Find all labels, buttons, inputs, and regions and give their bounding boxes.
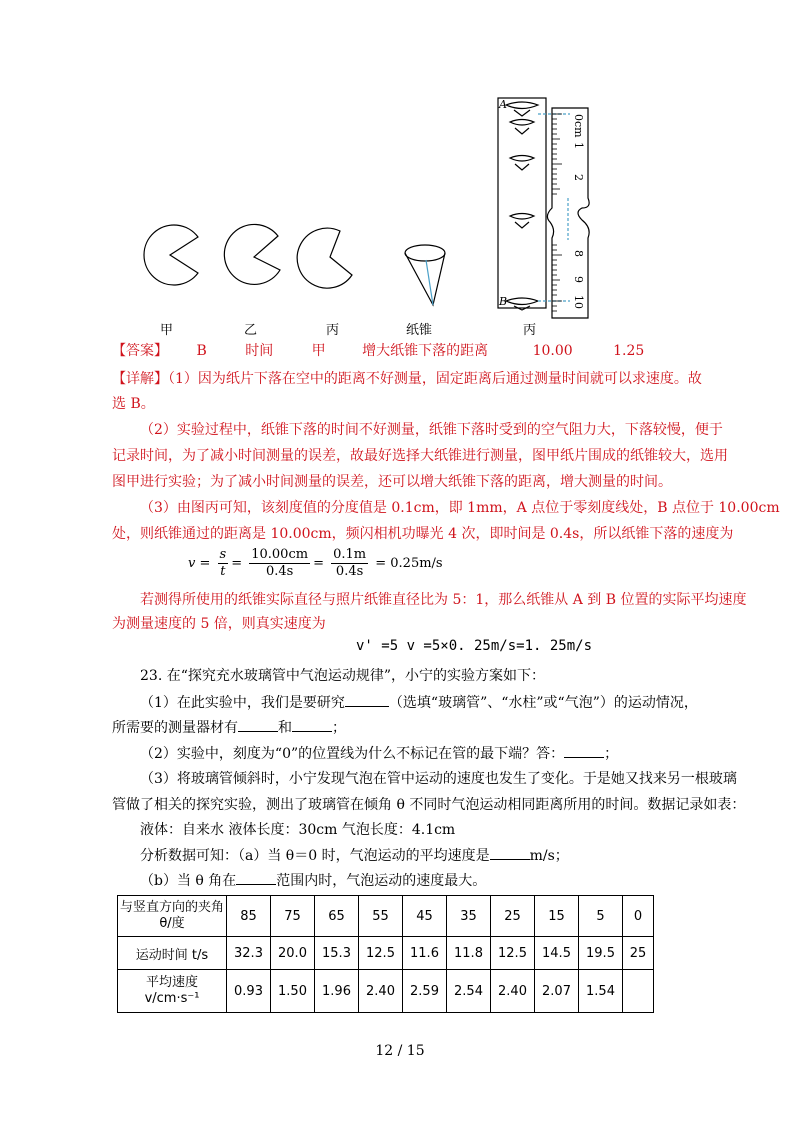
label-bing: 丙	[326, 323, 340, 338]
ruler-label-10: 10	[572, 295, 585, 309]
speed-formula: v = $\frac{s}{t}$ = $\frac{10.00cm}{0.4s}$ = $\frac{0.1m}{0.4s}$ = 0.25m/s	[188, 547, 443, 579]
cell-angle: 35	[447, 896, 491, 937]
answer-line	[112, 341, 644, 361]
label-paper-cone: 纸锥	[406, 323, 433, 338]
answer-item-2: 时间	[245, 343, 274, 359]
ruler-label-2: 2	[572, 174, 585, 181]
formula-s: s	[219, 547, 227, 562]
qa-text2: m/s；	[529, 848, 569, 864]
row-header-time: 运动时间 t/s	[118, 937, 227, 970]
q23-part2	[140, 743, 618, 764]
table-row-speed	[118, 970, 654, 1013]
cell-speed: 2.07	[535, 970, 579, 1013]
cell-speed: 1.96	[315, 970, 359, 1013]
blank-q1-tool1[interactable]	[238, 717, 278, 732]
q23-part3a: （3）将玻璃管倾斜时，小宁发现气泡在管中运动的速度也发生了变化。于是她又找来另一根玻璃	[140, 771, 737, 787]
detail-p3a: （3）由图丙可知，该刻度值的分度值是 0.1cm，即 1mm，A 点位于零刻度线处，B 点位于 10.00cm	[140, 500, 780, 516]
formula-v: v	[188, 556, 196, 571]
cone-top	[405, 245, 445, 261]
q1b-text3: ；	[332, 720, 346, 736]
ruler-label-8: 8	[572, 250, 585, 257]
qa-text1: 分析数据可知：（a）当 θ＝0 时，气泡运动的平均速度是	[140, 848, 490, 864]
cell-time: 15.3	[315, 937, 359, 970]
cell-angle: 15	[535, 896, 579, 937]
cell-speed	[623, 970, 654, 1013]
cell-angle: 5	[579, 896, 623, 937]
cell-speed: 1.50	[271, 970, 315, 1013]
blank-qb-range[interactable]	[236, 870, 276, 885]
label-bing-strip: 丙	[523, 323, 537, 338]
paper-yi-shape	[224, 224, 280, 284]
data-table	[117, 895, 654, 1013]
cell-speed: 1.54	[579, 970, 623, 1013]
ruler-ticks-top	[552, 114, 562, 194]
answer-item-6: 1.25	[613, 343, 645, 359]
q23-title: 23. 在“探究充水玻璃管中气泡运动规律”，小宁的实验方案如下：	[140, 668, 546, 684]
cell-angle: 85	[227, 896, 271, 937]
detail-p1b: 选 B。	[112, 396, 155, 412]
table-row-angle	[118, 896, 654, 937]
ruler-label-1: 1	[572, 142, 585, 149]
cell-time: 12.5	[491, 937, 535, 970]
q2-text2: ；	[604, 746, 619, 762]
cell-speed: 2.54	[447, 970, 491, 1013]
cell-angle: 65	[315, 896, 359, 937]
answer-item-3: 甲	[311, 343, 326, 359]
blank-q1-object[interactable]	[345, 692, 389, 707]
blank-q2-answer[interactable]	[564, 743, 604, 758]
cell-time: 20.0	[271, 937, 315, 970]
cell-angle: 55	[359, 896, 403, 937]
page-number: 12 / 15	[375, 1043, 425, 1059]
cell-speed: 2.40	[359, 970, 403, 1013]
cell-time: 12.5	[359, 937, 403, 970]
strip-cones	[506, 102, 538, 310]
cell-speed: 2.59	[403, 970, 447, 1013]
row-header-speed: 平均速度 v/cm·s⁻¹	[118, 970, 227, 1013]
q23-part3b: 管做了相关的探究实验，测出了玻璃管在倾角 θ 不同时气泡运动相同距离所用的时间。数据记录如表：	[112, 797, 746, 813]
photo-strip	[498, 98, 546, 308]
table-row-time	[118, 937, 654, 970]
formula-t: t	[220, 564, 226, 579]
blank-qa-speed[interactable]	[490, 845, 530, 860]
cell-time: 11.6	[403, 937, 447, 970]
q1a-text1: （1）在此实验中，我们是要研究	[140, 695, 345, 711]
q23-liquid-info: 液体：自来水 液体长度：30cm 气泡长度：4.1cm	[140, 822, 456, 838]
ruler-label-0: 0cm	[572, 114, 585, 138]
cell-angle: 45	[403, 896, 447, 937]
cell-time: 32.3	[227, 937, 271, 970]
q23-part1a	[140, 692, 698, 713]
cell-angle: 0	[623, 896, 654, 937]
cell-speed: 0.93	[227, 970, 271, 1013]
answer-tag: 【答案】	[112, 343, 168, 359]
ruler-ticks-bottom	[552, 245, 562, 311]
point-a-label: A	[499, 98, 507, 111]
ruler-label-9: 9	[572, 276, 585, 283]
detail-p2c: 图甲进行实验；为了减小时间测量的误差，还可以增大纸锥下落的距离，增大测量的时间。	[112, 474, 672, 490]
blank-q1-tool2[interactable]	[292, 717, 332, 732]
answer-item-5: 10.00	[532, 343, 573, 359]
qb-text1: （b）当 θ 角在	[140, 873, 237, 889]
q23-qa	[140, 845, 569, 866]
formula-n1: 10.00cm	[251, 547, 309, 562]
q2-text1: （2）实验中，刻度为“0”的位置线为什么不标记在管的最下端？答：	[140, 746, 565, 762]
cell-angle: 25	[491, 896, 535, 937]
cell-time: 11.8	[447, 937, 491, 970]
q1a-text2: （选填“玻璃管”、“水柱”或“气泡”）的运动情况，	[388, 695, 698, 711]
formula-d2: 0.4s	[335, 564, 364, 579]
formula-d1: 0.4s	[265, 564, 294, 579]
paper-jia-shape	[144, 225, 198, 285]
paper-bing-shape	[297, 228, 352, 288]
detail-tag: 【详解】	[112, 371, 168, 387]
q23-part1b	[112, 717, 346, 738]
q23-qb	[140, 870, 486, 891]
detail-p1a	[112, 369, 702, 389]
q1b-text2: 和	[278, 720, 292, 736]
detail-p1a-text: （1）因为纸片下落在空中的距离不好测量，固定距离后通过测量时间就可以求速度。故	[168, 371, 702, 387]
cell-angle: 75	[271, 896, 315, 937]
qb-text2: 范围内时，气泡运动的速度最大。	[276, 873, 487, 889]
detail-p4b: 为测量速度的 5 倍，则真实速度为	[112, 616, 326, 632]
formula-result: = 0.25m/s	[375, 556, 443, 571]
paper-cone-figure	[130, 90, 610, 320]
detail-p2b: 记录时间，为了减小时间测量的误差，故最好选择大纸锥进行测量，图甲纸片围成的纸锥较大，选用	[112, 448, 728, 464]
label-yi: 乙	[244, 323, 258, 338]
row-header-angle: 与竖直方向的夹角 θ/度	[118, 896, 227, 937]
answer-item-4: 增大纸锥下落的距离	[362, 343, 489, 359]
detail-p4a: 若测得所使用的纸锥实际直径与照片纸锥直径比为 5：1，那么纸锥从 A 到 B 位置的实际平均速度	[140, 592, 747, 608]
formula-n2: 0.1m	[333, 547, 367, 562]
cell-time: 19.5	[579, 937, 623, 970]
cell-time: 25	[623, 937, 654, 970]
detail-p2a: （2）实验过程中，纸锥下落的时间不好测量，纸锥下落时受到的空气阻力大，下落较慢，便于	[140, 422, 723, 438]
q1b-text1: 所需要的测量器材有	[112, 720, 238, 736]
label-jia: 甲	[160, 323, 174, 338]
true-speed: v' =5 v =5×0. 25m/s=1. 25m/s	[356, 638, 593, 654]
answer-item-1: B	[196, 343, 207, 359]
cell-time: 14.5	[535, 937, 579, 970]
point-b-label: B	[499, 295, 508, 308]
detail-p3b: 处，则纸锥通过的距离是 10.00cm，频闪相机功曝光 4 次，即时间是 0.4s，所以纸锥下落的速度为	[112, 526, 734, 542]
cell-speed: 2.40	[491, 970, 535, 1013]
